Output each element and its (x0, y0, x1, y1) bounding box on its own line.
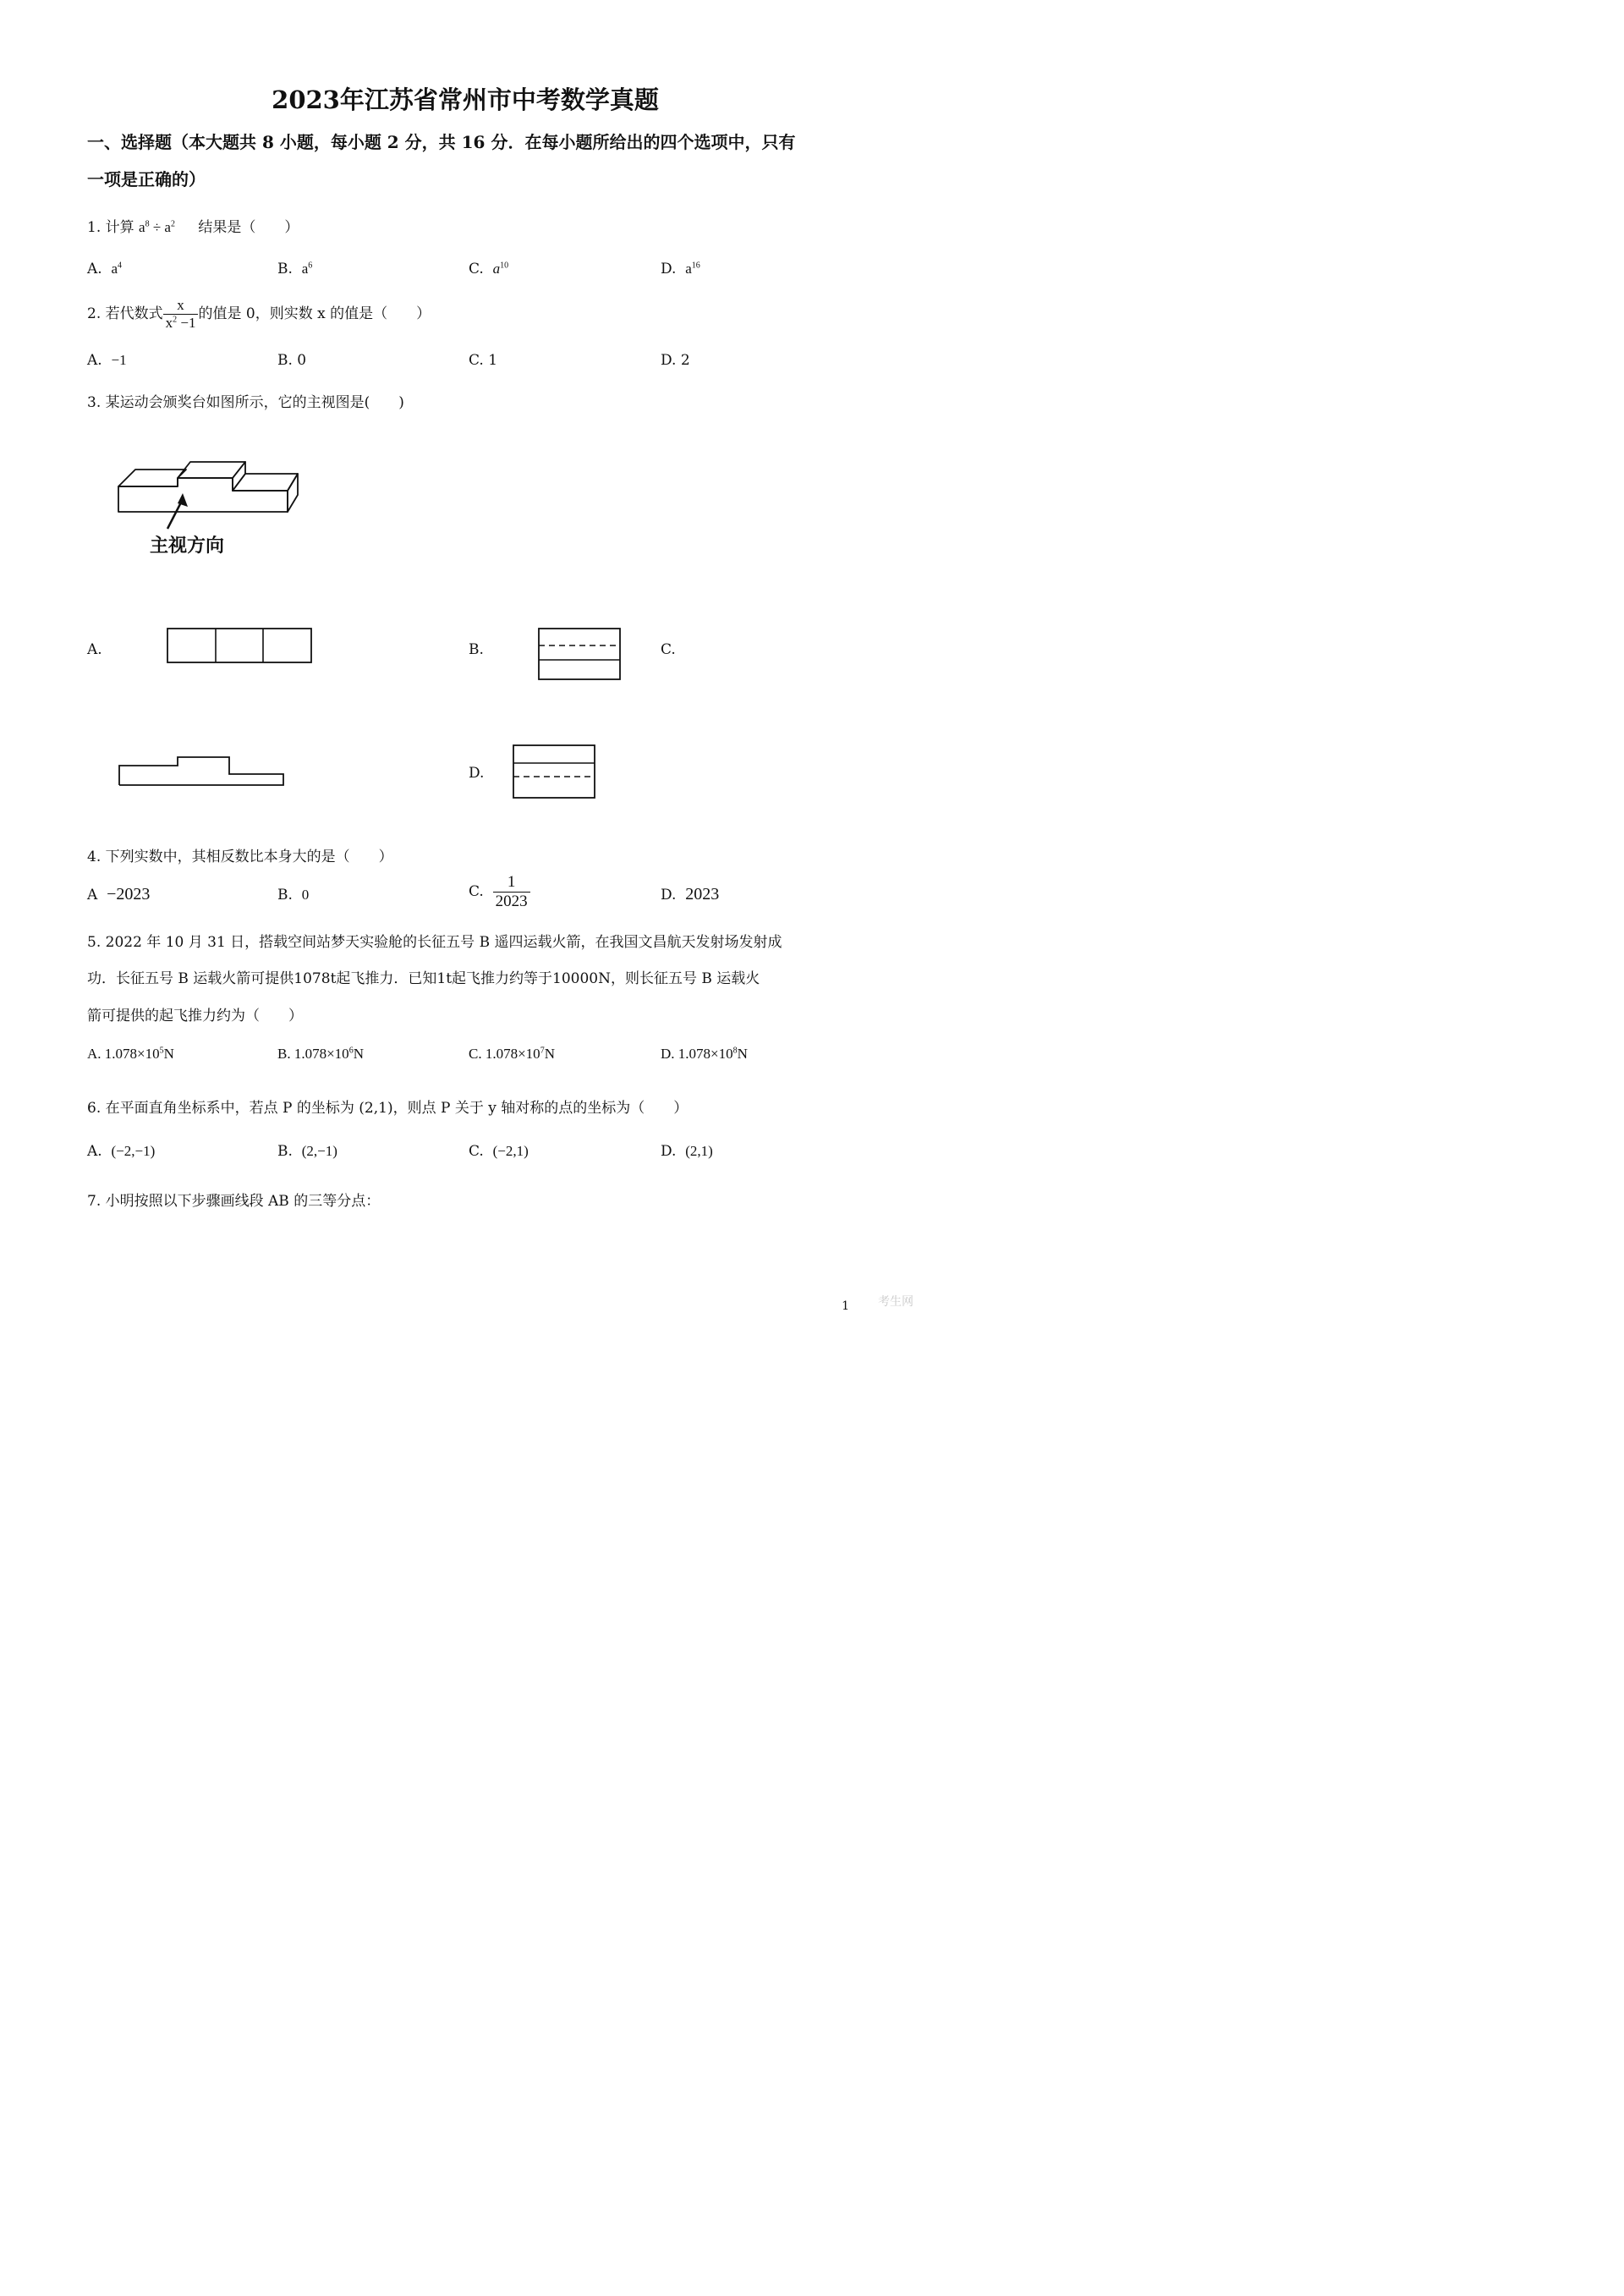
page-number: 1 (842, 1299, 849, 1313)
q6-option-a[interactable]: A. (−2,−1) (87, 1143, 156, 1160)
question-7: 7. 小明按照以下步骤画线段 AB 的三等分点： (87, 1193, 381, 1210)
section-heading-line1: 一、选择题（本大题共 8 小题，每小题 2 分，共 16 分．在每小题所给出的四个选项中，只有 (87, 132, 796, 152)
q2-option-d[interactable]: D. 2 (661, 352, 690, 369)
q6-option-b[interactable]: B. (2,−1) (277, 1143, 337, 1160)
question-5-line2: 功．长征五号 B 运载火箭可提供1078t起飞推力．已知1t起飞推力约等于10000N，则长征五号 B 运载火 (87, 970, 760, 987)
q3-option-d-figure[interactable] (513, 744, 595, 799)
q2-option-c[interactable]: C. 1 (469, 352, 498, 369)
q4-option-c[interactable]: C. $\frac{1}{2023}$ (469, 873, 530, 911)
q5-option-b[interactable]: B. $1.078\times 10^6N$ (277, 1046, 364, 1062)
question-1 (87, 215, 299, 236)
q3-option-c-figure[interactable] (118, 755, 284, 786)
question-1-suffix: 结果是（ ） (198, 219, 299, 236)
question-2-fraction: $\frac{x}{x^2 -1}$ (163, 297, 199, 332)
q3-option-b-figure[interactable] (538, 628, 621, 680)
q3-option-a-label[interactable]: A. (87, 641, 102, 658)
q6-option-d[interactable]: D. (2,1) (661, 1143, 713, 1160)
question-2-suffix: 的值是 0，则实数 x 的值是（ ） (198, 305, 431, 322)
q4-option-d[interactable]: D. 2023 (661, 885, 720, 904)
question-2 (87, 297, 431, 332)
q4-option-a[interactable]: A −2023 (87, 885, 151, 904)
q2-option-b[interactable]: B. 0 (277, 352, 307, 369)
q2-option-a[interactable]: A. −1 (87, 352, 127, 369)
section-heading-line2: 一项是正确的） (87, 169, 206, 190)
question-5-line3: 箭可提供的起飞推力约为（ ） (87, 1008, 303, 1024)
question-2-prefix: 2. 若代数式 (87, 305, 163, 322)
q5-option-a[interactable]: A. $1.078\times 10^5N$ (87, 1046, 174, 1062)
q5-option-c[interactable]: C. $1.078\times 10^7N$ (469, 1046, 555, 1062)
q3-option-a-figure[interactable] (167, 628, 312, 663)
q3-option-d-label[interactable]: D. (469, 765, 485, 782)
podium-caption: 主视方向 (150, 536, 225, 557)
q4-option-b[interactable]: B. 0 (277, 887, 310, 904)
question-3: 3. 某运动会颁奖台如图所示，它的主视图是( ) (87, 394, 404, 411)
q1-option-b[interactable]: B. $a^6$ (277, 261, 313, 277)
question-1-expression: $a^8 \div a^2$ (139, 219, 175, 235)
watermark-logo: 考生网 (878, 1295, 914, 1309)
question-5-line1: 5. 2022 年 10 月 31 日，搭载空间站梦天实验舱的长征五号 B 遥四运载火箭，在我国文昌航天发射场发射成 (87, 934, 782, 951)
q3-option-c-label[interactable]: C. (661, 641, 676, 658)
q3-option-b-label[interactable]: B. (469, 641, 484, 658)
q1-option-a[interactable]: A. $a^4$ (87, 261, 123, 277)
q5-option-d[interactable]: D. $1.078\times 10^8N$ (661, 1046, 748, 1062)
question-6: 6. 在平面直角坐标系中，若点 P 的坐标为 (2,1)，则点 P 关于 y 轴对称的点的坐标为（ ） (87, 1100, 689, 1117)
q1-option-d[interactable]: D. $a^{16}$ (661, 261, 700, 277)
q6-option-c[interactable]: C. (−2,1) (469, 1143, 529, 1160)
q1-option-c[interactable]: C. $a^{10}$ (469, 261, 509, 277)
page-title: 2023年江苏省常州市中考数学真题 (272, 85, 659, 114)
question-4: 4. 下列实数中，其相反数比本身大的是（ ） (87, 849, 393, 865)
question-1-prefix: 1. 计算 (87, 219, 134, 236)
